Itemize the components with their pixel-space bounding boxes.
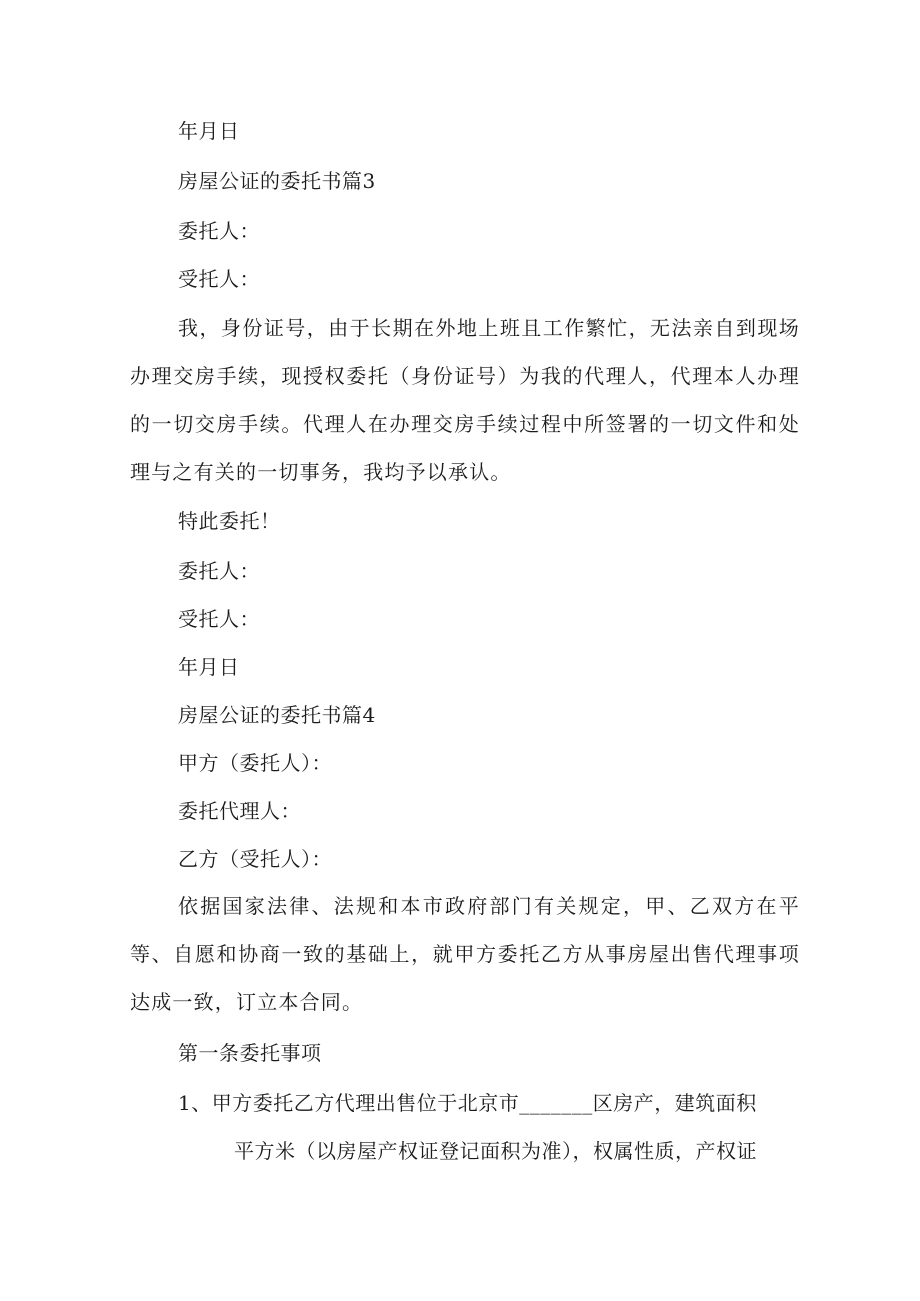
- closing-line: 特此委托！: [178, 509, 281, 533]
- date-line: 年月日: [178, 119, 240, 143]
- agent-signature-line: 受托人：: [178, 607, 260, 631]
- principal-signature-line: 委托人：: [178, 559, 260, 583]
- party-a-line: 甲方（委托人）：: [178, 751, 332, 775]
- agent-line: 受托人：: [178, 267, 260, 291]
- authorized-agent-line: 委托代理人：: [178, 799, 301, 823]
- clause-1-line-1: 1、甲方委托乙方代理出售位于北京市_______区房产，建筑面积: [178, 1091, 757, 1115]
- party-b-line: 乙方（受托人）：: [178, 847, 332, 871]
- principal-line: 委托人：: [178, 219, 260, 243]
- authorization-paragraph: 我，身份证号，由于长期在外地上班且工作繁忙，无法亲自到现场办理交房手续，现授权委托（身份证号）为我的代理人，代理本人办理的一切交房手续。代理人在办理交房手续过程中所签署的一切文件和处理与之有关的一切事务，我均予以承认。: [130, 316, 800, 484]
- article-one-title: 第一条委托事项: [178, 1041, 322, 1065]
- contract-basis-paragraph: 依据国家法律、法规和本市政府部门有关规定，甲、乙双方在平等、自愿和协商一致的基础上，就甲方委托乙方从事房屋出售代理事项达成一致，订立本合同。: [130, 894, 800, 1014]
- section-title-3: 房屋公证的委托书篇3: [178, 169, 376, 193]
- section-title-4: 房屋公证的委托书篇4: [178, 703, 376, 727]
- signature-date-line: 年月日: [178, 655, 240, 679]
- clause-1-line-2: 平方米（以房屋产权证登记面积为准），权属性质，产权证: [234, 1139, 757, 1163]
